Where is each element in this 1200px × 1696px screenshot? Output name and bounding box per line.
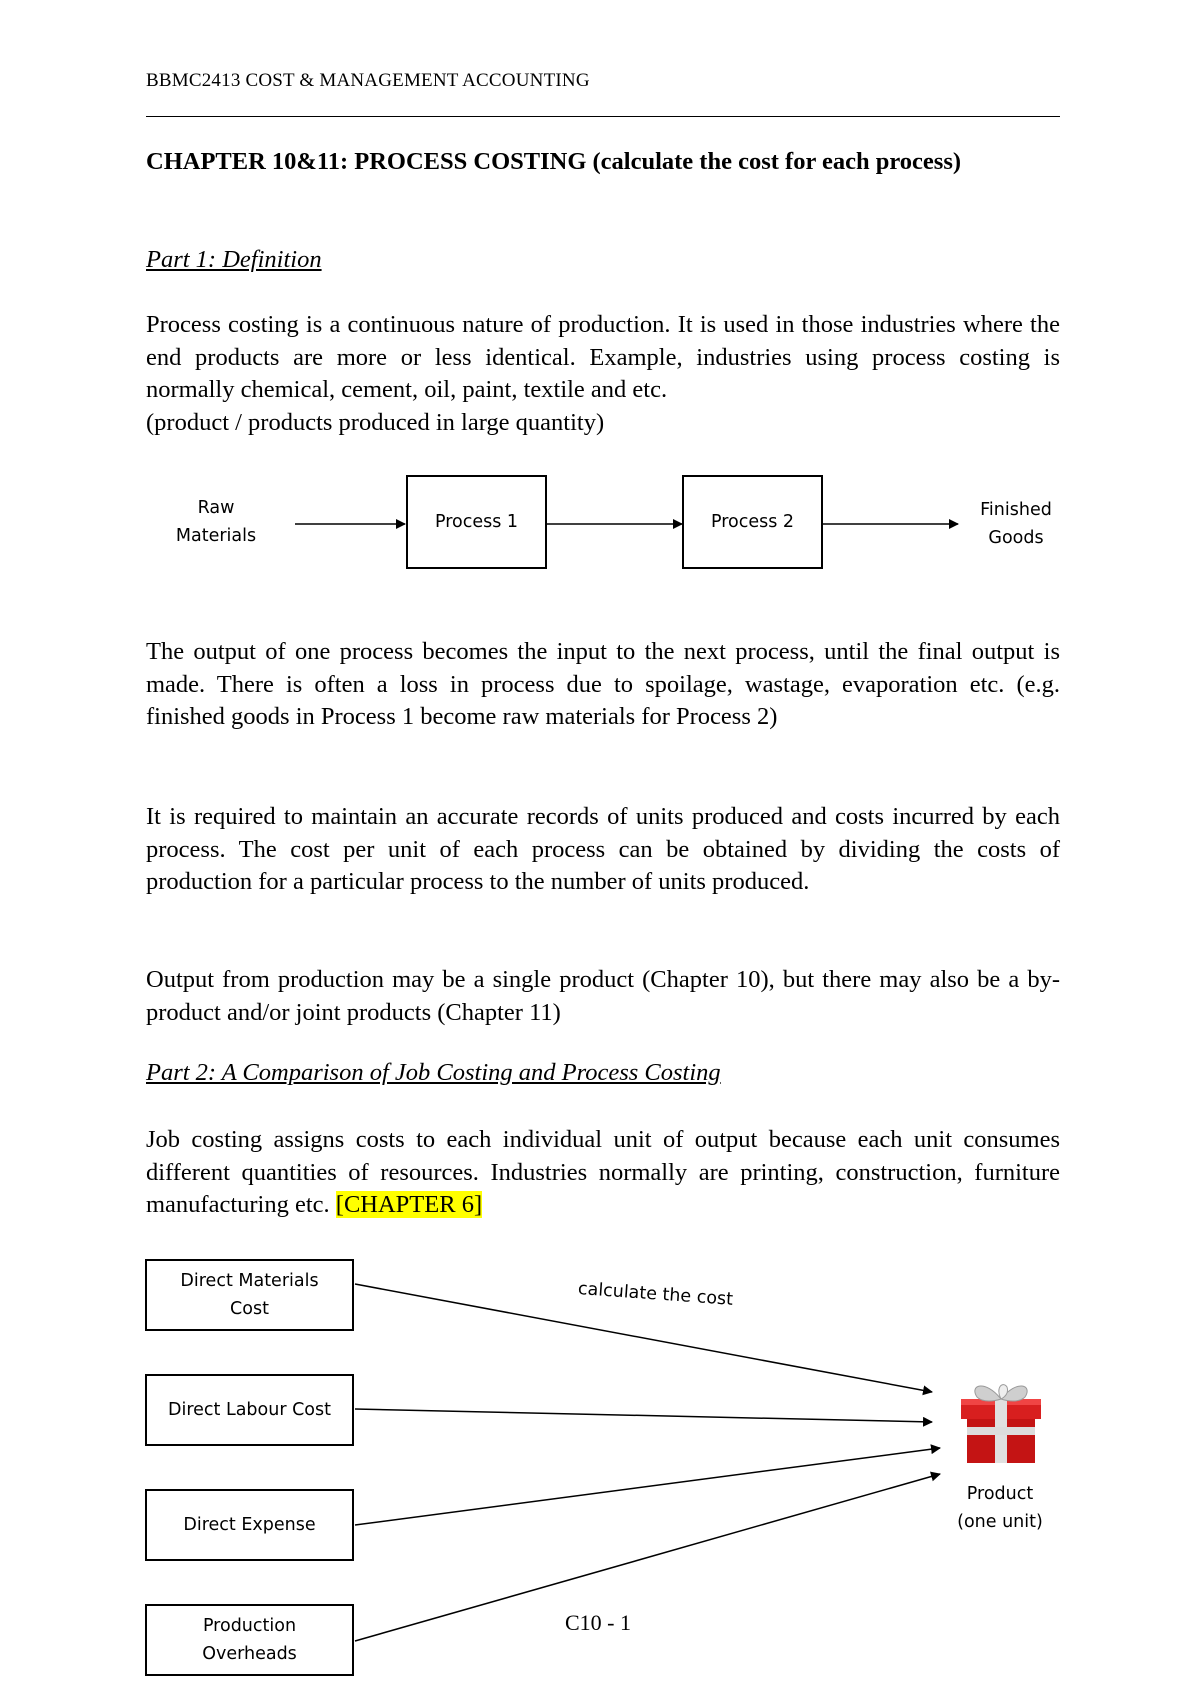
part1-paragraph: Process costing is a continuous nature of production. It is used in those industries where the end products are more or less identical. Example, industries using process costing is normally chemical, cement, oil, paint, textile and etc. xyxy=(146,311,1060,403)
finished-goods-label: Finished Goods xyxy=(980,500,1052,548)
records-paragraph: It is required to maintain an accurate records of units produced and costs incurred by each process. The cost per unit of each process can be obtained by dividing the costs of production for a particular process to the number of units produced. xyxy=(146,803,1060,895)
byproduct-paragraph: Output from production may be a single product (Chapter 10), but there may also be a by-product and/or joint products (Chapter 11) xyxy=(146,966,1060,1026)
arrow-labour-to-product xyxy=(355,1409,932,1422)
process2-box: Process 2 xyxy=(682,475,823,569)
output-paragraph: The output of one process becomes the input to the next process, until the final output is made. There is often a loss in process due to spoilage, wastage, evaporation etc. (e.g. finished goods in Process 1 become raw materials for Process 2) xyxy=(146,638,1060,730)
process1-box: Process 1 xyxy=(406,475,547,569)
gift-box-icon xyxy=(955,1375,1047,1467)
page-number: C10 - 1 xyxy=(565,1610,631,1635)
raw-materials-label: Raw Materials xyxy=(175,498,257,546)
part1-heading: Part 1: Definition xyxy=(146,246,322,273)
part2-heading: Part 2: A Comparison of Job Costing and Process Costing xyxy=(146,1059,721,1086)
chapter-title: CHAPTER 10&11: PROCESS COSTING (calculate the cost for each process) xyxy=(146,148,962,175)
part2-paragraph: Job costing assigns costs to each individual unit of output because each unit consumes different quantities of resources. Industries normally are printing, construction, furniture manufacturing etc. [CHAPTER 6] xyxy=(146,1126,1060,1218)
direct-labour-box: Direct Labour Cost xyxy=(145,1374,354,1446)
chapter6-highlight: [CHAPTER 6] xyxy=(335,1191,483,1218)
arrow-overheads-to-product xyxy=(355,1474,940,1641)
part1-note: (product / products produced in large quantity) xyxy=(146,409,605,436)
course-header: BBMC2413 COST & MANAGEMENT ACCOUNTING xyxy=(146,70,590,91)
arrow-expense-to-product xyxy=(355,1448,940,1525)
product-label: Product (one unit) xyxy=(957,1484,1043,1532)
direct-expense-box: Direct Expense xyxy=(145,1489,354,1561)
production-overheads-box: Production Overheads xyxy=(145,1604,354,1676)
calculate-cost-caption: calculate the cost xyxy=(577,1279,734,1310)
direct-materials-box: Direct Materials Cost xyxy=(145,1259,354,1331)
